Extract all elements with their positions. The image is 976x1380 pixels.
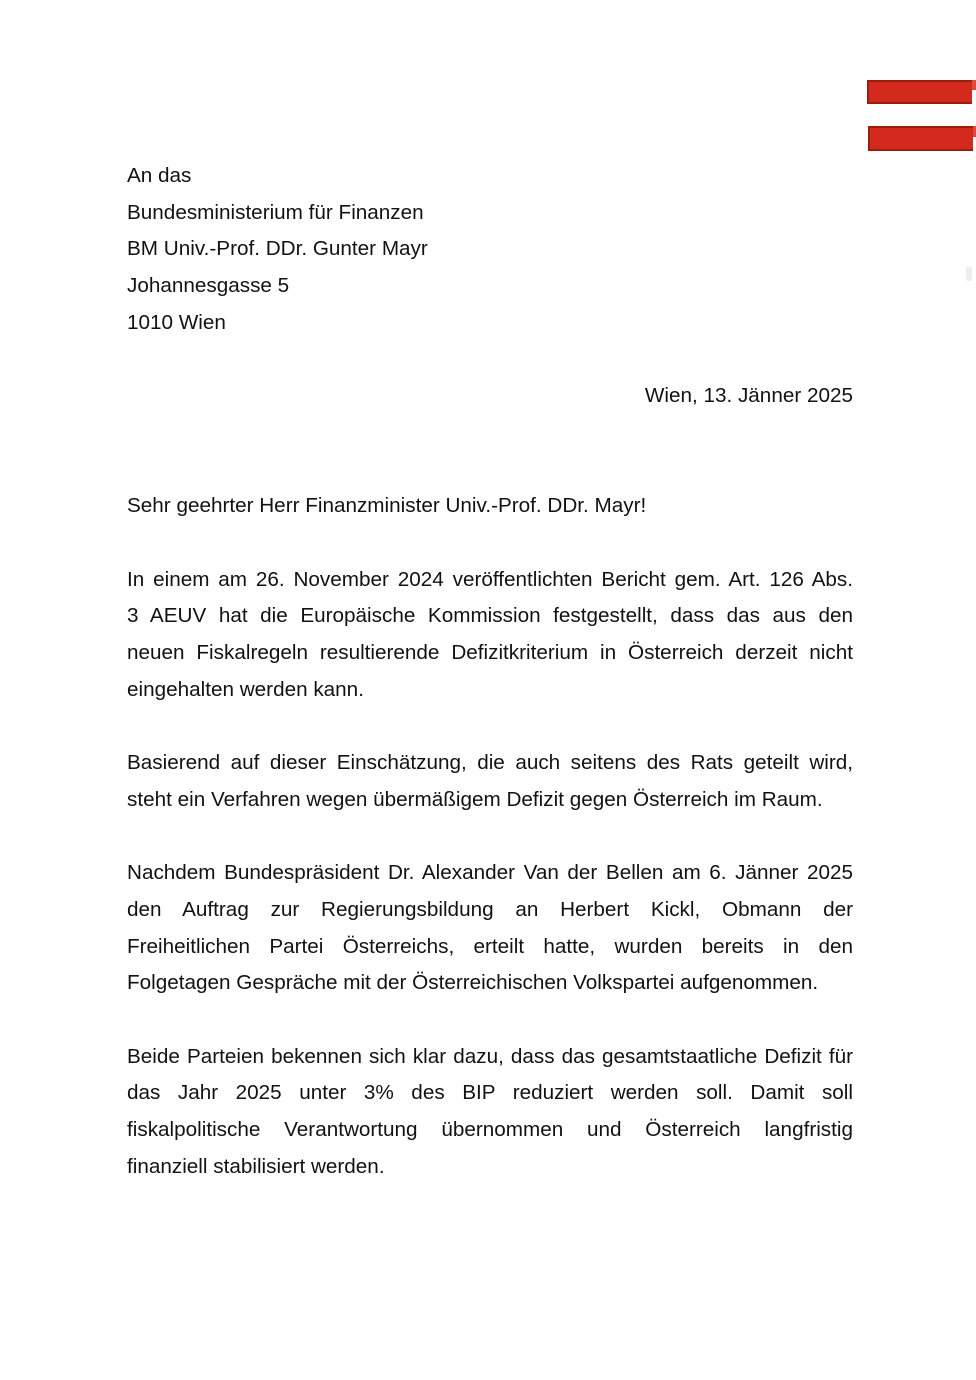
paragraph-line: Nachdem Bundespräsident Dr. Alexander Van der Bellen am 6. Jänner 2025 bbox=[127, 861, 853, 885]
paragraph-line: neuen Fiskalregeln resultierende Defizitkriterium in Österreich derzeit nicht bbox=[127, 641, 853, 665]
scan-artifact bbox=[966, 267, 972, 281]
paragraph-line: steht ein Verfahren wegen übermäßigem Defizit gegen Österreich im Raum. bbox=[127, 787, 823, 811]
paragraph-line: In einem am 26. November 2024 veröffentlichten Bericht gem. Art. 126 Abs. bbox=[127, 567, 853, 591]
paragraph-line: Freiheitlichen Partei Österreichs, erteilt hatte, wurden bereits in den bbox=[127, 934, 853, 958]
flag-red-bar-bottom bbox=[868, 126, 973, 151]
date-line: Wien, 13. Jänner 2025 bbox=[644, 384, 853, 408]
paragraph-line: Beide Parteien bekennen sich klar dazu, dass das gesamtstaatliche Defizit für bbox=[127, 1044, 853, 1068]
paragraph-line: 3 AEUV hat die Europäische Kommission festgestellt, dass das aus den bbox=[127, 604, 853, 628]
paragraph-line: Basierend auf dieser Einschätzung, die auch seitens des Rats geteilt wird, bbox=[127, 751, 853, 775]
paragraph-line: finanziell stabilisiert werden. bbox=[127, 1154, 385, 1178]
paragraph-line: das Jahr 2025 unter 3% des BIP reduziert werden soll. Damit soll bbox=[127, 1081, 853, 1105]
paragraph-line: den Auftrag zur Regierungsbildung an Herbert Kickl, Obmann der bbox=[127, 897, 853, 921]
recipient-line: An das bbox=[127, 164, 192, 187]
paragraph-1 bbox=[127, 562, 853, 709]
recipient-address-block bbox=[127, 158, 853, 342]
salutation: Sehr geehrter Herr Finanzminister Univ.-Prof. DDr. Mayr! bbox=[127, 494, 647, 518]
paragraph-line: fiskalpolitische Verantwortung übernommen und Österreich langfristig bbox=[127, 1118, 853, 1142]
flag-red-bar-top bbox=[867, 80, 972, 104]
paragraph-line: eingehalten werden kann. bbox=[127, 677, 364, 701]
recipient-line: 1010 Wien bbox=[127, 310, 226, 334]
recipient-line: Johannesgasse 5 bbox=[127, 274, 290, 298]
paragraph-3 bbox=[127, 855, 853, 1002]
recipient-line: BM Univ.-Prof. DDr. Gunter Mayr bbox=[127, 237, 428, 261]
paragraph-line: Folgetagen Gespräche mit der Österreichischen Volkspartei aufgenommen. bbox=[127, 971, 819, 995]
paragraph-2 bbox=[127, 745, 853, 818]
letter-body bbox=[127, 158, 853, 1186]
recipient-line: Bundesministerium für Finanzen bbox=[127, 200, 424, 224]
paragraph-4 bbox=[127, 1039, 853, 1186]
